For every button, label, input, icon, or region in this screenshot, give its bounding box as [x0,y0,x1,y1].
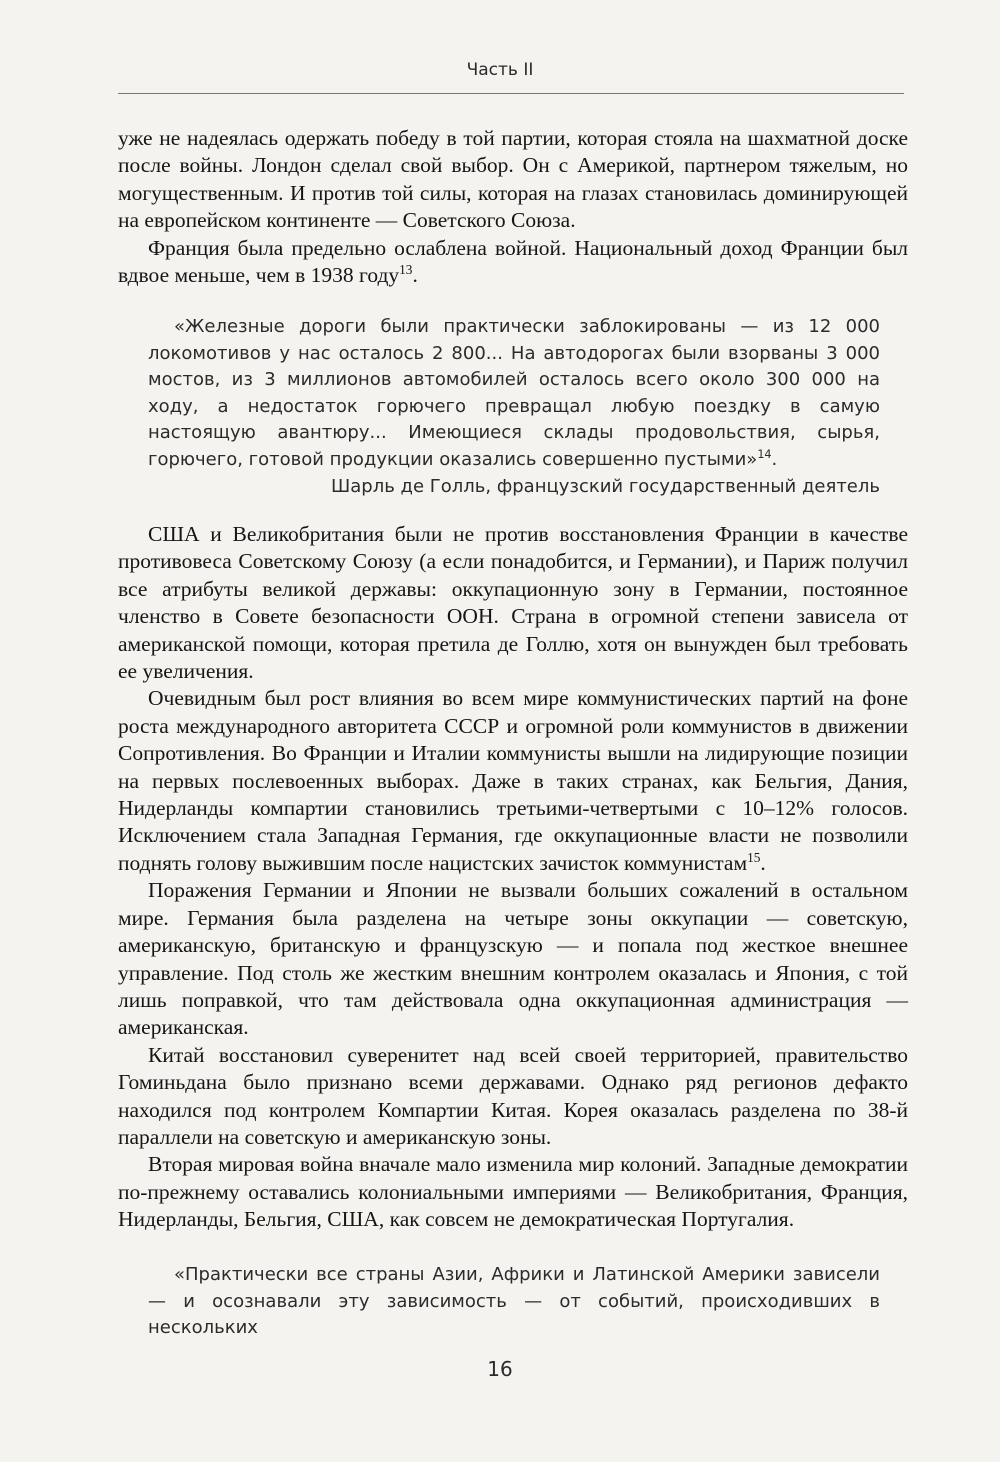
quote-block: «Железные дороги были практически заблокированы — из 12 000 локомотивов у нас осталось 2 800... На автодорогах были взорваны 3 000 мостов, из 3 миллионов автомобилей осталось всего около 300 000 на ходу, а недостаток горючего превращал любую поездку в самую настоящую авантюру... Имеющиеся склады продовольствия, сырья, горючего, готовой продукции оказались совершенно пустыми»$^{14}$. [148,316,880,470]
paragraph: уже не надеялась одержать победу в той партии, которая стояла на шахматной доске после войны. Лондон сделал свой выбор. Он с Америкой, партнером тяжелым, но могущественным. И против той силы, которая на глазах становилась доминирующей на европейском континенте — Советского Союза. [118,126,908,233]
text-block-1 [118,125,908,289]
footnote-ref: 15 [747,849,761,865]
paragraph: Франция была предельно ослаблена войной. Национальный доход Франции был вдвое меньше, чем в 1938 году$^{13}$. [118,235,908,288]
paragraph: США и Великобритания были не против восстановления Франции в качестве противовеса Советскому Союзу (а если понадобится, и Германии), и Париж получил все атрибуты великой державы: оккупационную зону в Германии, постоянное членство в Совете безопасности ООН. Страна в огромной степени зависела от американской помощи, которая претила де Голлю, хотя он вынужден был требовать ее увеличения. [118,522,908,684]
paragraph: Китай восстановил суверенитет над всей своей территорией, правительство Гоминьдана было признано всеми державами. Однако ряд регионов дефакто находился под контролем Компартии Китая. Корея оказалась разделена по 38-й параллели на советскую и американскую зоны. [118,1042,908,1149]
footnote-ref: 13 [399,261,413,277]
quote-block: «Практически все страны Азии, Африки и Латинской Америки зависели — и осознавали эту зависимость — от событий, происходивших в нескольких [148,1264,880,1338]
paragraph: Поражения Германии и Японии не вызвали больших сожалений в остальном мире. Германия была разделена на четыре зоны оккупации — советскую, американскую, британскую и французскую — и попала под жесткое внешнее управление. Под столь же жестким внешним контролем оказалась и Япония, с той лишь поправкой, что там действовала одна оккупационная администрация — американская. [118,878,908,1040]
footnote-ref: 14 [757,447,772,461]
paragraph: Вторая мировая война вначале мало изменила мир колоний. Западные демократии по-прежнему оставались колониальными империями — Великобритания, Франция, Нидерланды, Бельгия, США, как совсем не демократическая Португалия. [118,1152,908,1232]
text-block-2 [118,521,908,1234]
header-divider [118,93,904,94]
page-number: 16 [487,1357,513,1381]
running-head: Часть II [466,60,534,80]
quote-attribution: Шарль де Голль, французский государственный деятель [331,476,880,497]
paragraph: Очевидным был рост влияния во всем мире коммунистических партий на фоне роста международного авторитета СССР и огромной роли коммунистов в движении Сопротивления. Во Франции и Италии коммунисты вышли на лидирующие позиции на первых послевоенных выборах. Даже в таких странах, как Бельгия, Дания, Нидерланды компартии становились третьими-четвертыми с 10–12% голосов. Исключением стала Западная Германия, где оккупационные власти не позволили поднять голову выжившим после нацистских зачисток коммунистам$^{15}$. [118,686,908,875]
